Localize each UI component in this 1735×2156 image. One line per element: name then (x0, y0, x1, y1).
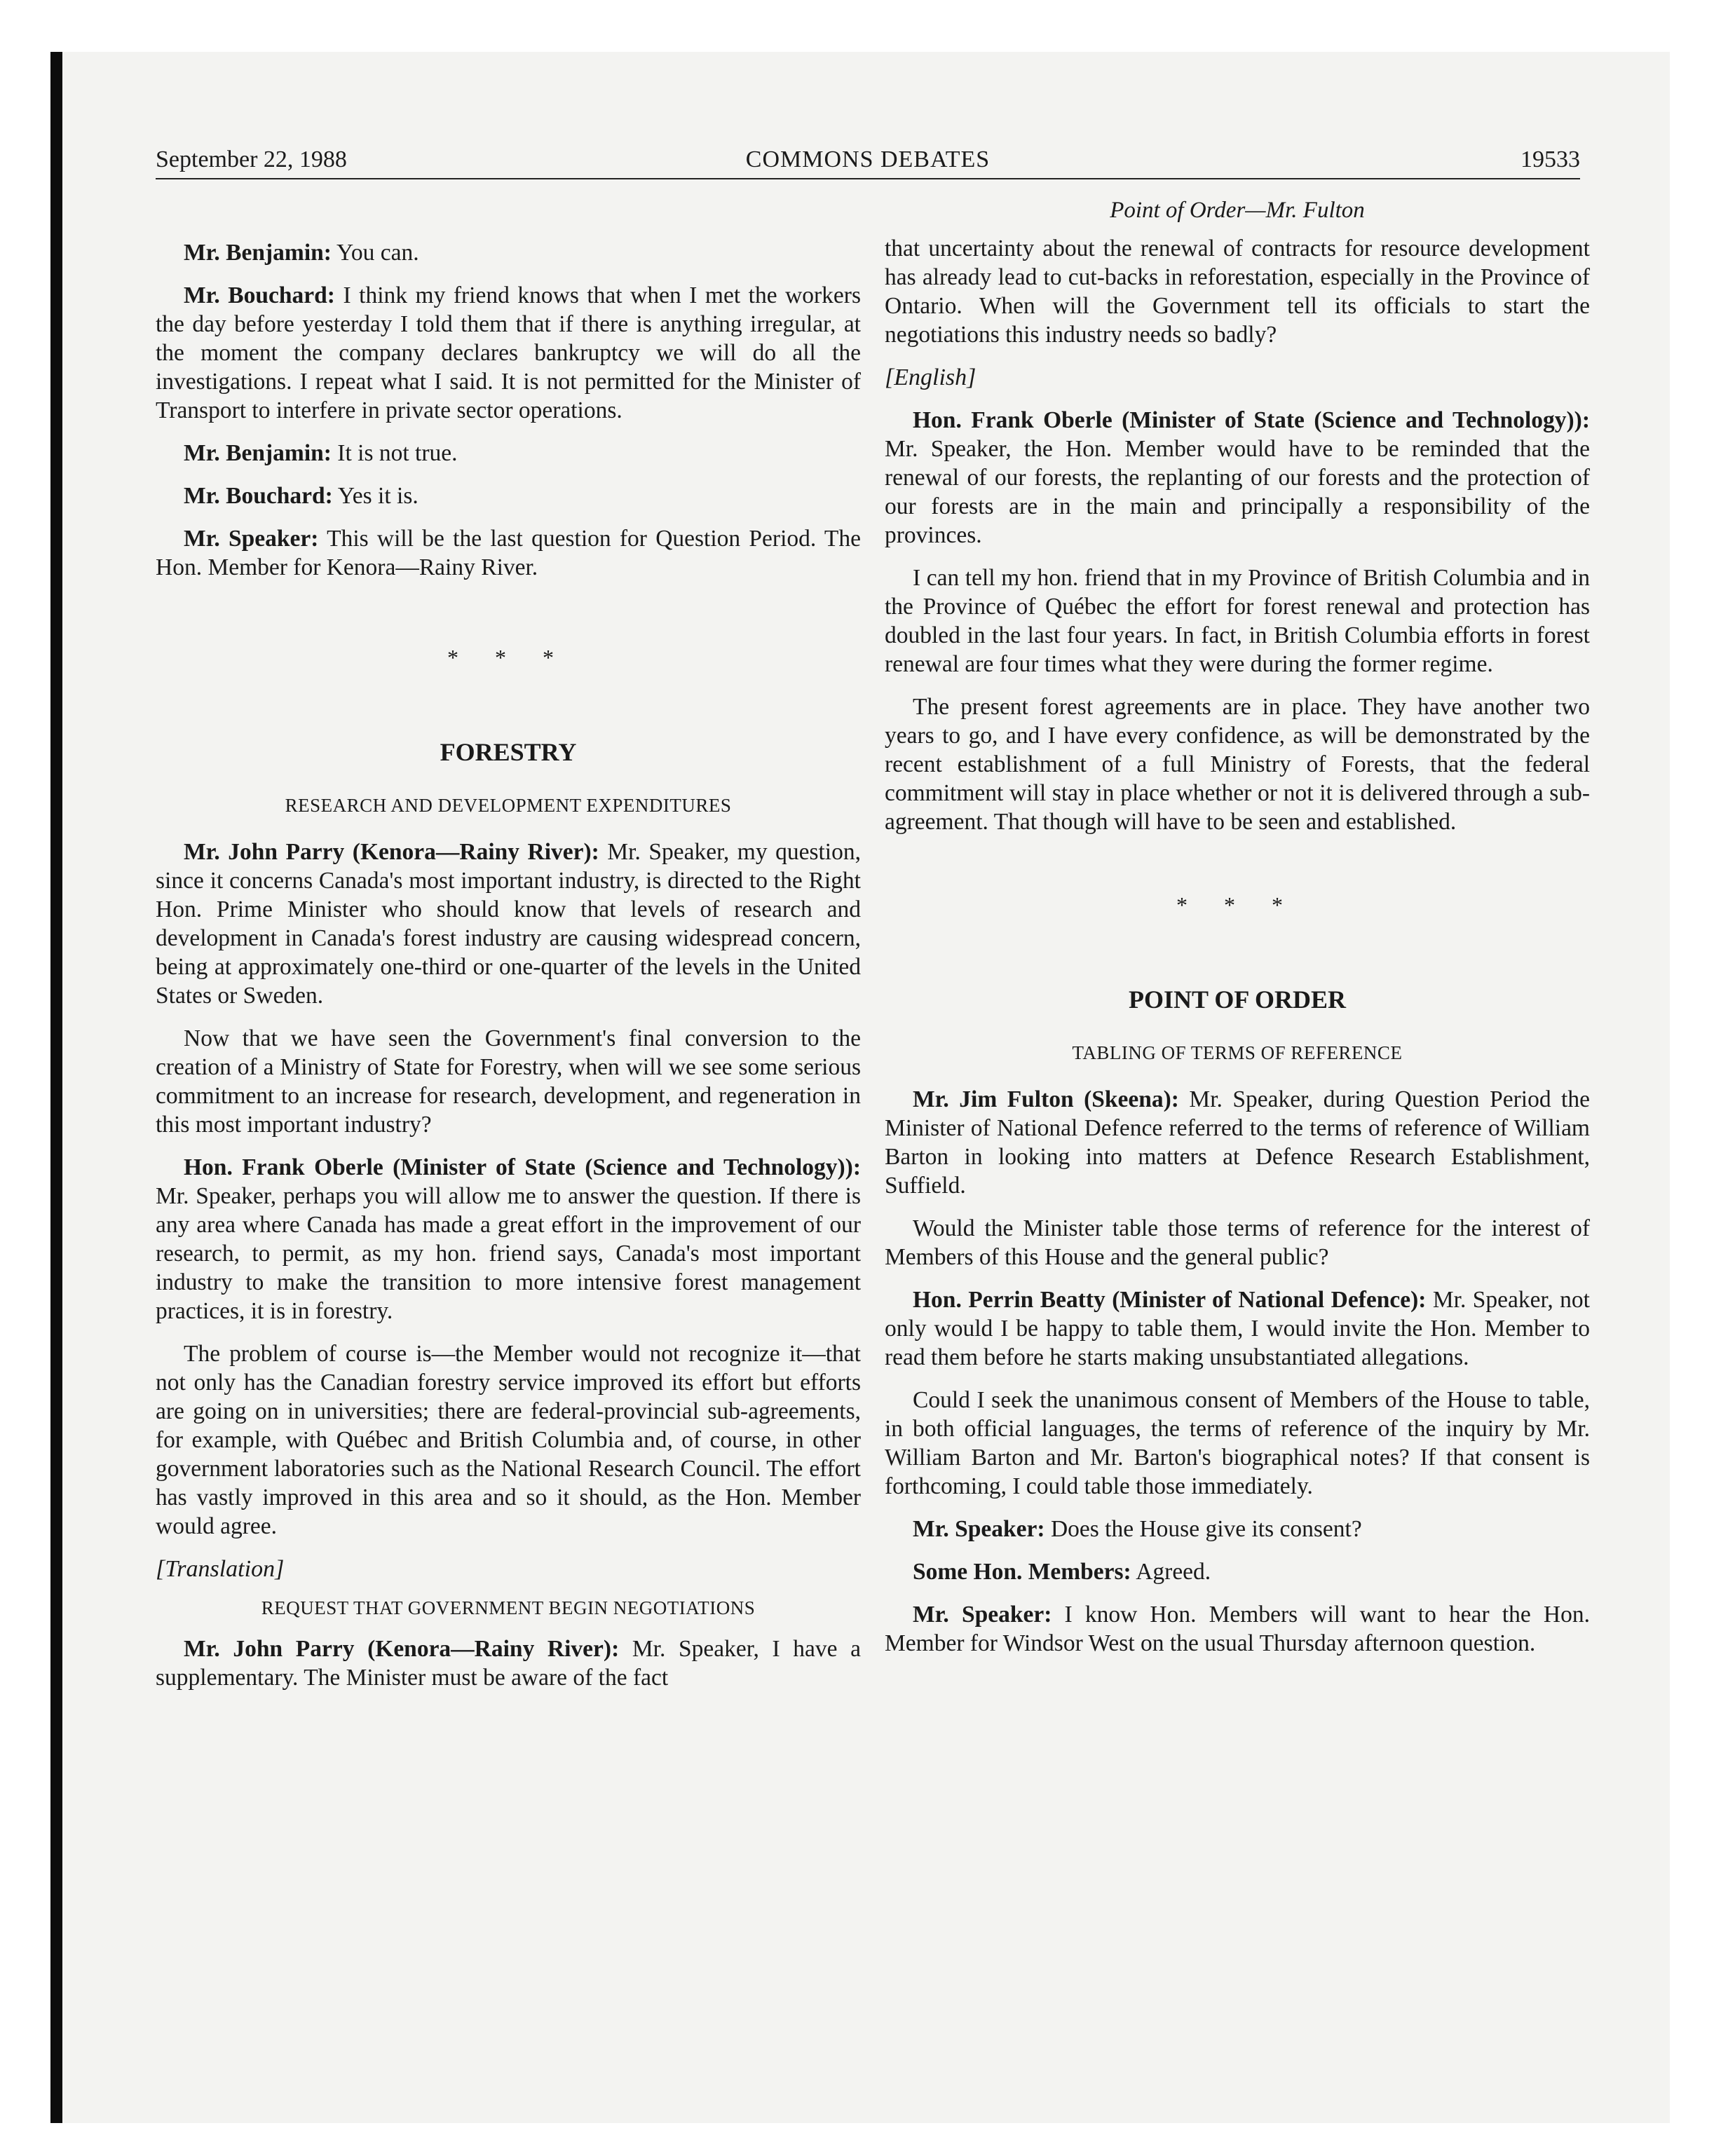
right-column (885, 189, 1590, 1672)
speech-text: Mr. Speaker, I have a supplementary. The Minister must be aware of the fact (156, 1636, 861, 1691)
speech-text: Yes it is. (332, 483, 419, 509)
speech-text: Agreed. (1131, 1559, 1211, 1585)
paragraph (156, 1153, 861, 1325)
section-heading: FORESTRY (440, 738, 577, 766)
speech-text: I think my friend knows that when I met the workers the day before yesterday I told them that if there is anything irregular, at the moment the company declares bankruptcy we will do all the investigations. I repeat what I said. It is not permitted for the Minister of Transport to interfere in private sector operations. (156, 282, 861, 423)
paragraph (885, 1285, 1590, 1372)
speaker-name: Mr. John Parry (Kenora—Rainy River): (184, 839, 599, 865)
speaker-name: Mr. Benjamin: (184, 440, 332, 466)
paragraph (885, 406, 1590, 550)
section-subheading: TABLING OF TERMS OF REFERENCE (1072, 1042, 1403, 1063)
speaker-name: Mr. Jim Fulton (Skeena): (913, 1086, 1179, 1112)
paragraph (156, 838, 861, 1010)
scan-edge-shadow (50, 52, 62, 2123)
speech-text: It is not true. (331, 440, 458, 466)
paragraph: Now that we have seen the Government's final conversion to the creation of a Ministry of State for Forestry, when will we see some serious commitment to an increase for research, development, and regeneration in this most important industry? (156, 1025, 861, 1138)
paragraph (156, 482, 861, 510)
speaker-name: Hon. Perrin Beatty (Minister of National Defence): (913, 1287, 1427, 1313)
header-title: COMMONS DEBATES (745, 146, 991, 172)
speech-text: I know Hon. Members will want to hear the Hon. Member for Windsor West on the usual Thursday afternoon question. (885, 1602, 1590, 1656)
section-heading: POINT OF ORDER (1128, 985, 1347, 1014)
paragraph: that uncertainty about the renewal of contracts for resource development has already lead to cut-backs in reforestation, especially in the Province of Ontario. When will the Government tell its officials to start the negotiations this industry needs so badly? (885, 236, 1590, 348)
paragraph (156, 524, 861, 582)
speaker-name: Mr. Bouchard: (184, 483, 333, 509)
language-tag: [Translation] (156, 1556, 285, 1582)
header-page-number: 19533 (1520, 146, 1580, 172)
speaker-name: Mr. Speaker: (184, 526, 319, 552)
speech-text: Mr. Speaker, the Hon. Member would have to be reminded that the renewal of our forests, the replanting of our forests and the protection of our forests are in the main and principally a responsibility of the provinces. (885, 436, 1590, 548)
paragraph (156, 238, 861, 267)
speaker-name: Mr. Benjamin: (184, 240, 332, 266)
page-header (156, 142, 1580, 179)
speech-text: This will be the last question for Question Period. The Hon. Member for Kenora—Rainy River. (156, 526, 861, 580)
paragraph (885, 1085, 1590, 1200)
speech-text: Mr. Speaker, during Question Period the Minister of National Defence referred to the terms of reference of William Barton in looking into matters at Defence Research Establishment, Suffield. (885, 1086, 1590, 1199)
header-date: September 22, 1988 (156, 146, 347, 172)
paragraph (885, 1557, 1590, 1586)
running-head: Point of Order—Mr. Fulton (1110, 198, 1365, 223)
section-subheading: RESEARCH AND DEVELOPMENT EXPENDITURES (285, 795, 732, 816)
left-column (156, 189, 861, 1706)
speech-text: You can. (331, 240, 419, 266)
speech-text: Mr. Speaker, perhaps you will allow me to answer the question. If there is any area where Canada has made a great effort in the improvement of our research, to permit, as my hon. friend says, Canada's most important industry to make the transition to more intensive forest management practices, it is in forestry. (156, 1183, 861, 1324)
section-subheading: REQUEST THAT GOVERNMENT BEGIN NEGOTIATIONS (261, 1597, 756, 1618)
language-tag: [English] (885, 364, 977, 390)
paragraph: The present forest agreements are in place. They have another two years to go, and I have every confidence, as will be demonstrated by the recent establishment of a full Ministry of Forests, that the federal commitment will stay in place whether or not it is delivered through a sub-agreement. That though will have to be seen and established. (885, 694, 1590, 835)
paragraph: Could I seek the unanimous consent of Members of the House to table, in both official languages, the terms of reference of the inquiry by Mr. William Barton and Mr. Barton's biographical notes? If that consent is forthcoming, I could table those immediately. (885, 1387, 1590, 1499)
speaker-name: Some Hon. Members: (913, 1559, 1131, 1585)
section-separator: * * * (447, 645, 569, 670)
speaker-name: Mr. Bouchard: (184, 282, 335, 308)
paragraph (885, 1600, 1590, 1658)
speech-text: Mr. Speaker, my question, since it concerns Canada's most important industry, is directed to the Right Hon. Prime Minister who should know that levels of research and development in Canada's forest industry are causing widespread concern, being at approximately one-third or one-quarter of the levels in the United States or Sweden. (156, 839, 861, 1009)
speaker-name: Hon. Frank Oberle (Minister of State (Science and Technology)): (184, 1154, 861, 1180)
paragraph (156, 281, 861, 425)
speaker-name: Mr. Speaker: (913, 1602, 1052, 1628)
speaker-name: Mr. John Parry (Kenora—Rainy River): (184, 1636, 620, 1662)
paragraph (156, 439, 861, 468)
paragraph: I can tell my hon. friend that in my Province of British Columbia and in the Province of Québec the effort for forest renewal and protection has doubled in the last four years. In fact, in British Columbia efforts in forest renewal are four times what they were during the former regime. (885, 565, 1590, 677)
speaker-name: Mr. Speaker: (913, 1516, 1045, 1542)
paragraph (885, 1515, 1590, 1543)
section-separator: * * * (1176, 892, 1298, 917)
paragraph: Would the Minister table those terms of reference for the interest of Members of this House and the general public? (885, 1215, 1590, 1270)
speech-text: Does the House give its consent? (1045, 1516, 1362, 1542)
speaker-name: Hon. Frank Oberle (Minister of State (Science and Technology)): (913, 407, 1590, 433)
paragraph (156, 1635, 861, 1692)
speech-text: Mr. Speaker, not only would I be happy to table them, I would invite the Hon. Member to read them before he starts making unsubstantiated allegations. (885, 1287, 1590, 1370)
paragraph: The problem of course is—the Member would not recognize it—that not only has the Canadian forestry service improved its effort but efforts are going on in universities; there are federal-provincial sub-agreements, for example, with Québec and British Columbia and, of course, in other government laboratories such as the National Research Council. The effort has vastly improved in this area and so it should, as the Hon. Member would agree. (156, 1341, 861, 1539)
